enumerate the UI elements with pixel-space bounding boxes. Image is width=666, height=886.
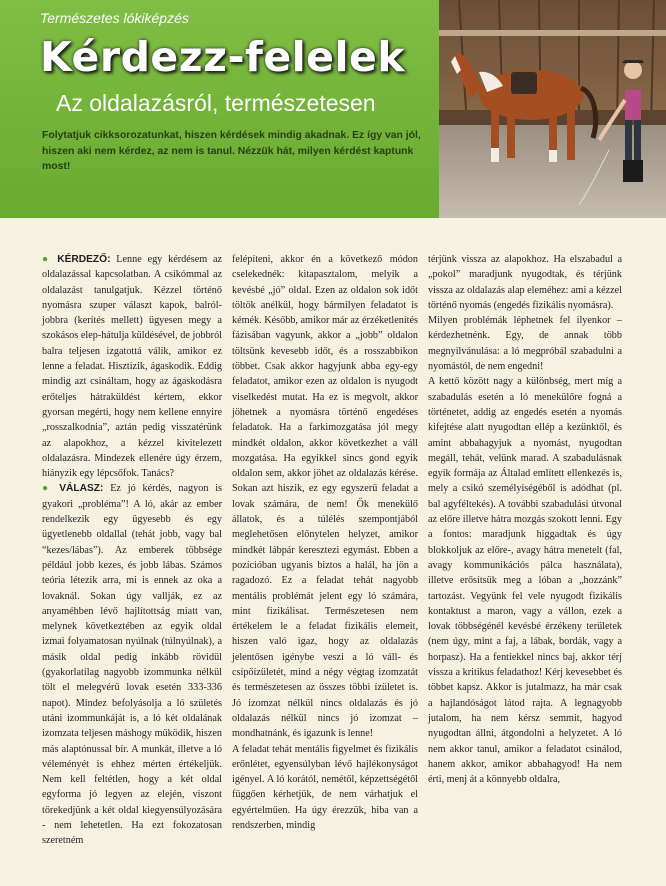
article-body xyxy=(0,222,666,886)
answer-paragraph xyxy=(42,481,222,848)
text-column-3 xyxy=(428,252,622,787)
body-paragraph: felépíteni, akkor én a következő módon cselekednék: kitapasztalom, melyik a kevésbé „jó” oldal. Ezen az oldalon sok időt töltök anélkül, hogy bármilyen feladatot is kémék. Később, amikor már az érzéketlenítés fázisában vagyunk, akkor a „jobb” oldalon töltsünk kevesebb időt, és a rosszabbikon többet. Csak akkor hagyjunk abba egy-egy feladatot, amikor ezen az oldalon is nyugodt viselkedést mutat. Ha ez is megvolt, akkor jöhetnek a nyomásra történő engedéses feladatok. Ha a farkimozgatása jól megy mindkét oldalon, akkor következhet a váll mozgatása. Ha egyikkel sincs gond egyik oldalon sem, akkor jöhet az oldalazás kérése. Sokan azt hiszik, ez egy egyszerű feladat a lovak számára, de nem! Ők menekülő állatok, és a túlélés szempontjából meglehetősen előnytelen helyzet, amikor mindkét lábpár keresztezi egymást. Ebben a pozícióban ugyanis biztos a halál, ha jön a ragadozó. Ez a feladat tehát nagyobb mentális problémát jelent egy ló számára, mint fizikálisat. Természetesen nem értékelem le a feladat fizikális elemeit, hiszen való igaz, hogy az oldalazás jelentősen igénybe veszi a ló váll- és csípőízületét, mind a négy végtag izomzatát és természetesen az összes többi ízületet is. Jó izomzat nélkül nincs oldalazás és jó oldalazás nélkül nincs jó izomzat – mondhatnánk, és igazunk is lenne! xyxy=(232,254,418,740)
body-paragraph: Milyen problémák léphetnek fel ilyenkor – kérdezhetnénk. Egy, de annak több megnyilvánulása: a ló megpróbál szabadulni a nyomástól, de nem engedni! xyxy=(428,315,622,373)
question-label: KÉRDEZŐ: xyxy=(57,254,111,265)
question-paragraph xyxy=(42,252,222,481)
bullet-icon: ● xyxy=(42,483,53,495)
text-column-1 xyxy=(42,252,222,849)
horse-photo xyxy=(439,0,666,218)
section-kicker: Természetes lókiképzés xyxy=(40,10,189,26)
answer-text: Ez jó kérdés, nagyon is gyakori „probléma”! A ló, akár az ember rendelkezik egy ügyesebb és egy ügyetlenebb oldallal (tehát jobb, vagy bal “kezes/lábas”). Az emberek többsége például jobb kezes, és jobb lábas. Számos teória létezik arra, mi is ennek az oka a lovaknál. Sokan úgy vallják, ez az anyaméhben lévő hajlítottság miatt van, melynek következtében az egyik oldal izmai folyamatosan nyúlnak (túlnyúlnak), a másik oldal pedig inkább rövidül (gyakorlatilag nagyobb izommunka nélkül tölt el melegvérű lovak esetén 333-336 napot). Mindez befolyásolja a ló születés utáni izommunkáját is, a ló két oldalának izomzata teljesen máshogy működik, hiszen más alaptónussal bír. A munkát, illetve a ló véleményét is ehhez mérten értékeljük. Nem kell feltétlen, hogy a két oldal egyforma jó legyen az elején, viszont törekedjünk a két oldal kiegyensúlyozására - nem lehetetlen. Ha ezt fokozatosan szeretném xyxy=(42,483,223,847)
text-column-2 xyxy=(232,252,418,833)
body-paragraph: térjünk vissza az alapokhoz. Ha elszabadul a „pokol” maradjunk nyugodtak, és térjünk vissza az oldalazás alap eleméhez: ami a kézzel történő nyomás (engedés fizikális nyomásra). xyxy=(428,254,622,311)
answer-label: VÁLASZ: xyxy=(59,483,104,495)
question-text: Lenne egy kérdésem az oldalazással kapcsolatban. A csikómmal az oldalazást tanulgatjuk. Kézzel történő nyomásra szuper választ kapok, balról-jobbra (kerítés mellett) ügyesen megy a szokásos elep-hátulja küldésével, de jobbról balra teljesen izgatottá válik, amikor ez lenne a feladat. Hisztizik, ágaskodik. Eddig mindig azt csináltam, hogy az ágaskodásra erőteljes hátraküldést kértem, ekkor gyorsan megérti, hogy nem kellene ennyire „rosszalkodnia”, aztán pedig visszatérünk az alapokhoz, a kézzel kivitelezett oldalazásra. Mindezek ellenére úgy érzem, hiányzik egy lépcsőfok. Tanács? xyxy=(42,254,223,480)
article-subtitle: Az oldalazásról, természetesen xyxy=(56,90,376,116)
bullet-icon: ● xyxy=(42,254,52,265)
article-header xyxy=(0,0,666,222)
header-banner xyxy=(0,0,439,218)
lead-paragraph: Folytatjuk cikksorozatunkat, hiszen kérdések mindig akadnak. Ez így van jól, hiszen aki nem kérdez, az nem is tanul. Nézzük hát, milyen kérdést kaptunk most! xyxy=(42,130,421,172)
body-paragraph: A feladat tehát mentális figyelmet és fizikális erőnlétet, egyensúlyban lévő hajlékonyságot igényel. A ló korától, nemétől, képzettségétől függően kérhetjük, de nem várhatjuk el egyértelműen. Ha úgy érezzük, hiba van a rendszerben, mindig xyxy=(232,743,418,831)
body-paragraph: A kettő között nagy a különbség, mert míg a szabadulás esetén a ló menekülőre fogná a történetet, addig az engedés esetén a nyomás kifejtése alatt nyugodtan ellép a kezünktől, és amint abbahagyjuk a nyomást, nyugodtan megáll, tehát, velünk marad. A szabadulásnak egyik formája az Általad említett ellenkezés is, mely a csikó személyiségéből is adódhat (pl. bal agyféltekés). A további szabadulási útvonal az előre illetve hátra mozgás szokott lenni. Egy a fontos: maradjunk higgadtak és úgy blokkoljuk az előre-, avagy hátra menetelt (fal, avagy kommunikációs pálca használata), illetve erősítsük meg a lóban a „hozzánk” tartozást. Vegyünk fel vele nyugodt fizikális kontaktust a maron, vagy a vállon, ezek a lovak többségénél kevésbé érzékeny területek (nem úgy, mint a faj, a lábak, bordák, vagy a horpasz). Ha a fentiekkel nincs baj, akkor térj vissza a kritikus feladathoz! Kérj kevesebbet és többet kapsz. Akkor is jutalmazz, ha már csak a hajlandóságot látod rajta. A legnagyobb jutalom, ha nem kérsz semmit, hagyod nyugodtan állni, átgondolni a helyzetet. A ló nem akkor tanul, amikor a feladatot csinálod, hanem akkor, amikor abbahagyod! Ha nem érti, menj át a könnyebb oldalra, xyxy=(428,376,622,786)
article-title: Kérdezz-felelek xyxy=(40,33,406,81)
